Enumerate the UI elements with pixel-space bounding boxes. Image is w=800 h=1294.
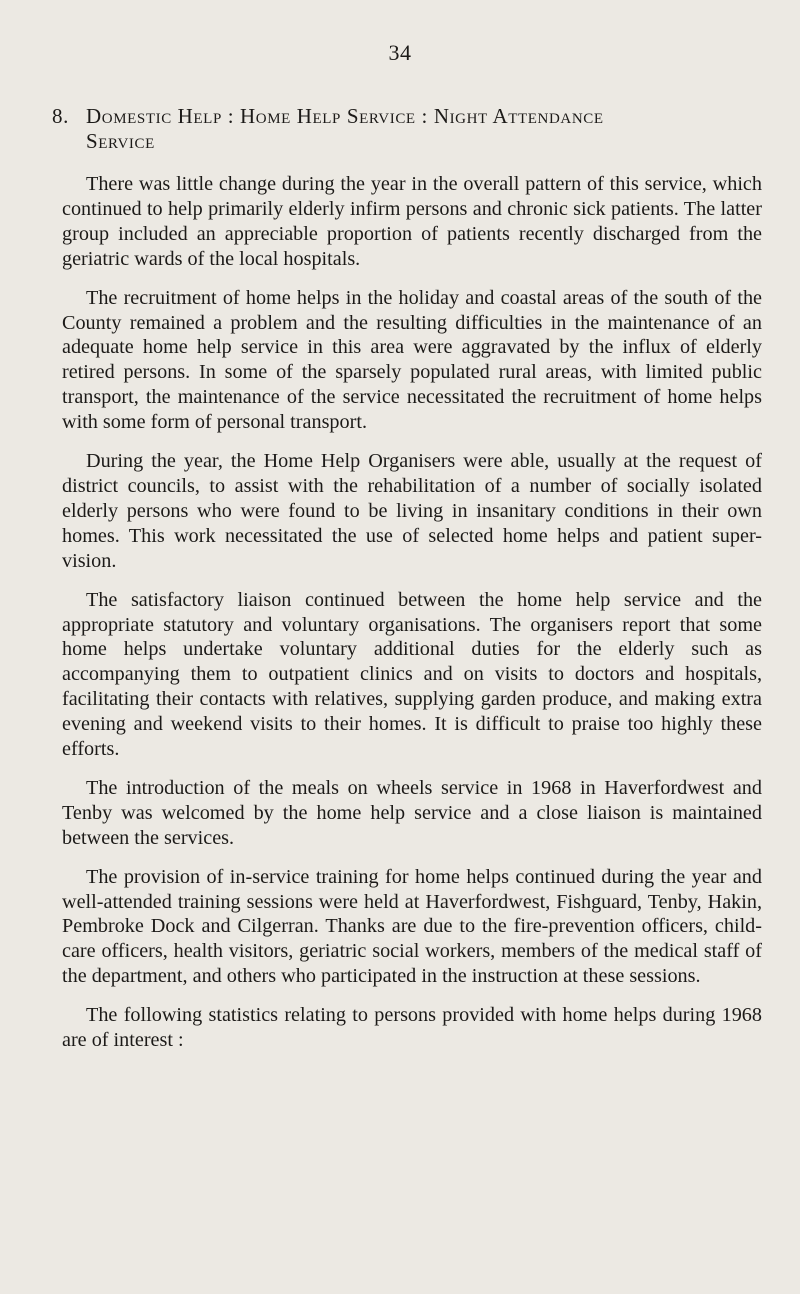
section-number: 8. [52, 104, 69, 128]
page-number: 34 [388, 40, 412, 65]
section-title-line2: Service [86, 129, 155, 153]
paragraph-1: There was little change during the year in the overall pattern of this service, which continued to help primarily elderly infirm persons and chronic sick patients. The latter group included an appreciable proportion of patients recently discharged from the geriatric wards of the local hospitals. [62, 173, 762, 270]
body-text [62, 172, 762, 1067]
section-title-line1: Domestic Help : Home Help Service : Night Attendance [86, 104, 604, 128]
paragraph-3: During the year, the Home Help Organisers were able, usually at the request of district councils, to assist with the rehabilitation of a number of socially isolated elderly persons who were found to be living in insanitary conditions in their own homes. This work necessitated the use of selected home helps and patient super-vision. [62, 450, 762, 572]
paragraph-5: The introduction of the meals on wheels service in 1968 in Haverfordwest and Tenby was welcomed by the home help service and a close liaison is maintained between the services. [62, 776, 762, 849]
section-heading [52, 104, 767, 154]
paragraph-7: The following statistics relating to persons provided with home helps during 1968 are of interest : [62, 1004, 762, 1052]
paragraph-4: The satisfactory liaison continued between the home help service and the appropriate statutory and voluntary organisations. The organisers report that some home helps undertake voluntary additional duties for the elderly such as accompanying them to outpatient clinics and on visits to doctors and hospitals, facilitating their contacts with relatives, supplying garden produce, and making extra evening and weekend visits to their homes. It is difficult to praise too highly these efforts. [62, 588, 762, 761]
paragraph-2: The recruitment of home helps in the holiday and coastal areas of the south of the County remained a problem and the resulting difficulties in the maintenance of an adequate home help service in this area were aggravated by the influx of elderly retired persons. In some of the sparsely populated rural areas, with limited public transport, the maintenance of the service necessitated the recruitment of home helps with some form of personal transport. [62, 286, 762, 434]
paragraph-6: The provision of in-service training for home helps continued during the year and well-attended training sessions were held at Haverfordwest, Fishguard, Tenby, Hakin, Pembroke Dock and Cilgerran. Thanks are due to the fire-prevention officers, child-care officers, health visitors, geriatric social workers, members of the medical staff of the department, and others who participated in the instruction at these sessions. [62, 865, 762, 988]
